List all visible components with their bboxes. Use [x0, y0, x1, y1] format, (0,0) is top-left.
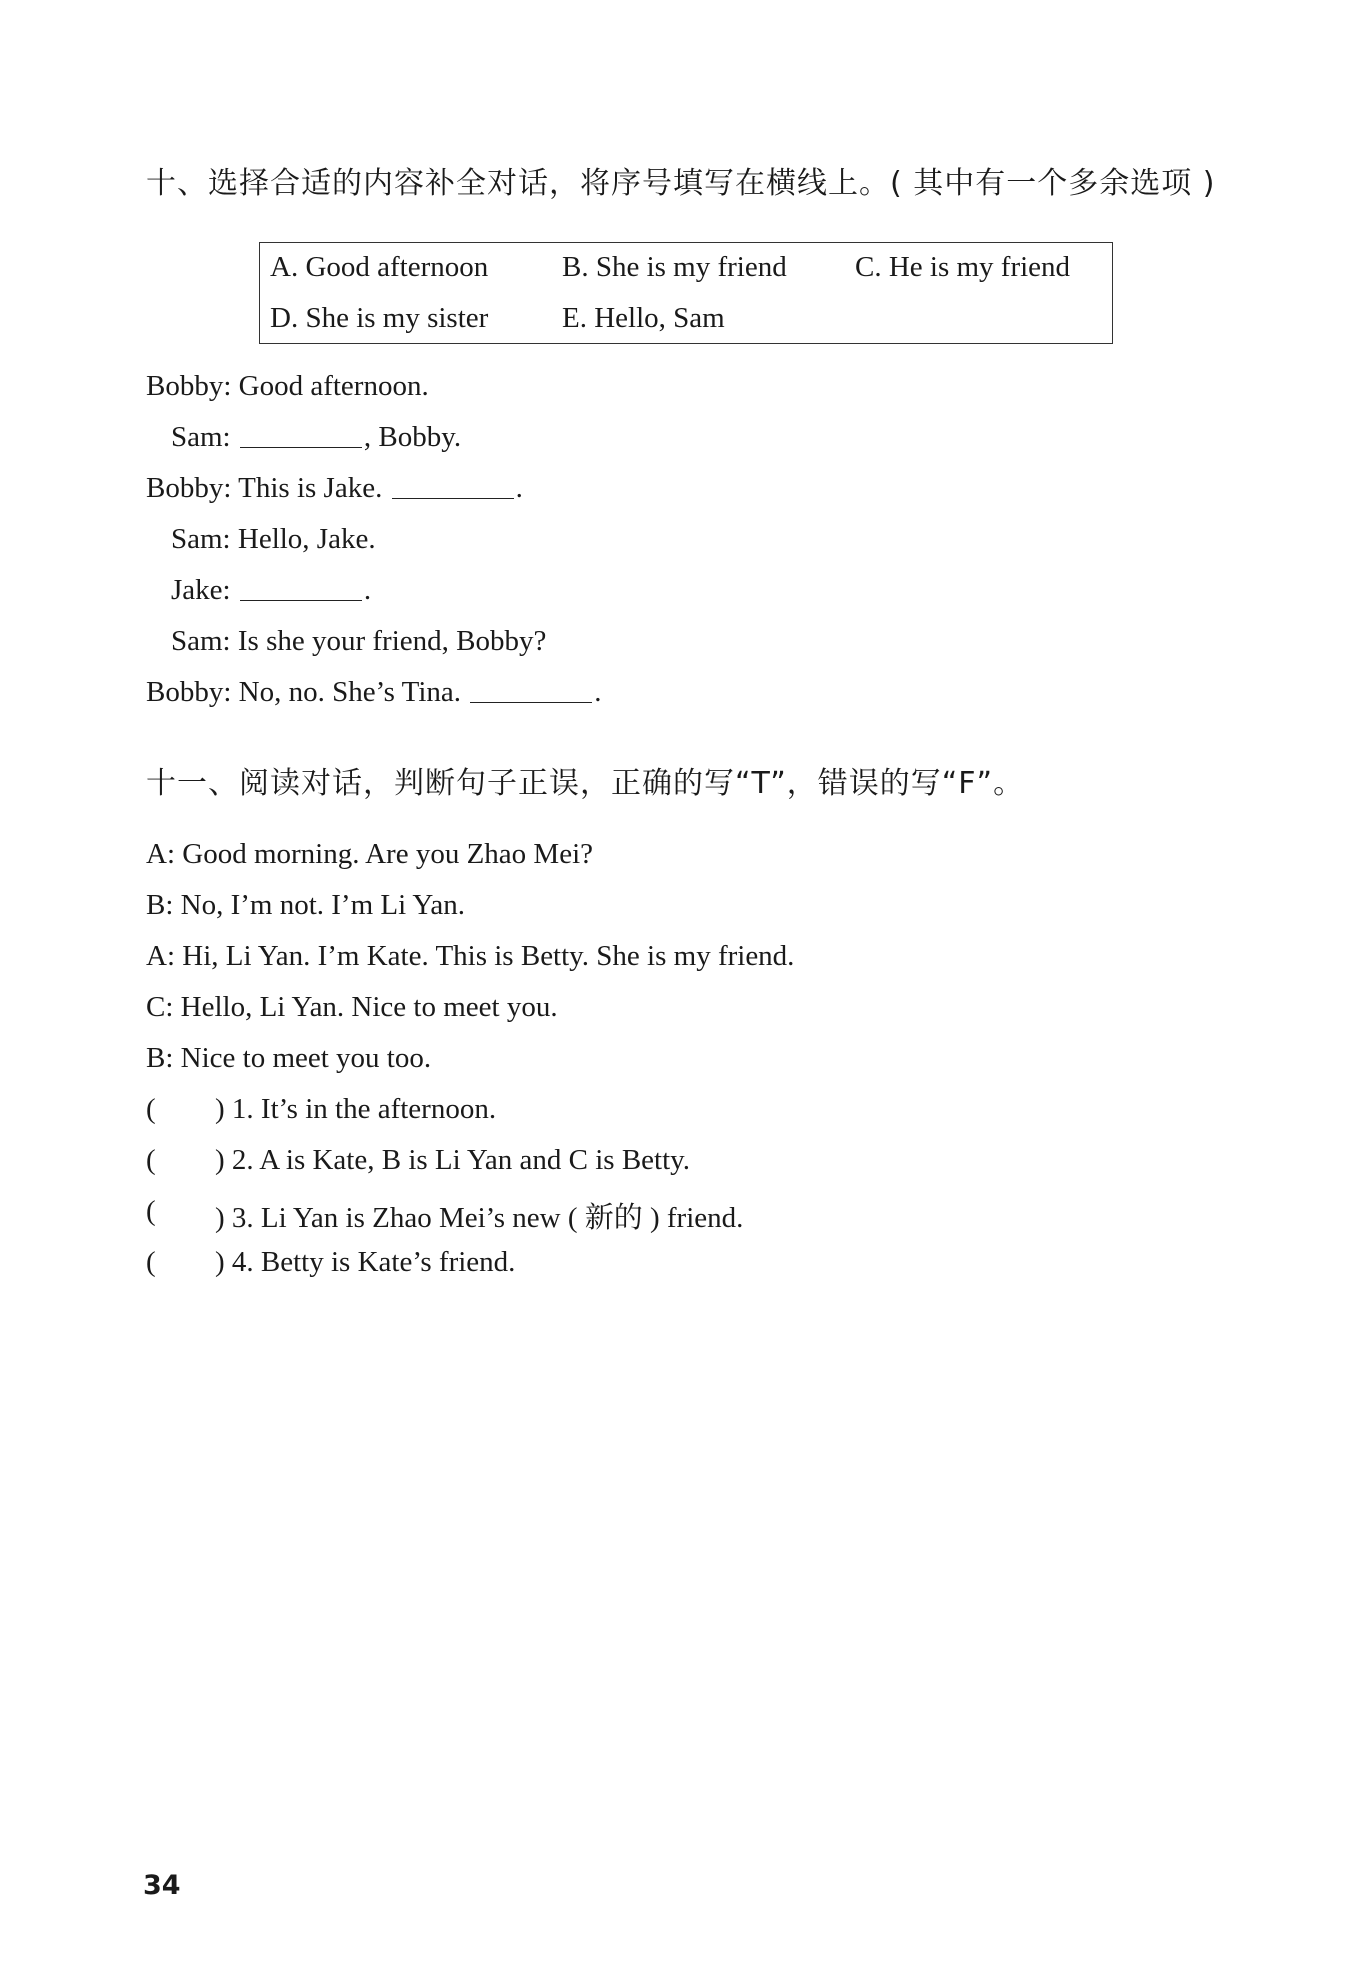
answer-paren-open[interactable]: (: [146, 1093, 156, 1125]
option-a: A. Good afternoon: [270, 251, 489, 283]
reading-line-2: B: No, I’m not. I’m Li Yan.: [146, 889, 465, 921]
speaker: Sam:: [171, 523, 231, 555]
option-b: B. She is my friend: [562, 251, 787, 283]
reading-line-1: A: Good morning. Are you Zhao Mei?: [146, 838, 594, 870]
dialogue-line-3: [146, 472, 523, 505]
dialogue-text: , Bobby.: [363, 421, 462, 453]
dialogue-text: Good afternoon.: [238, 370, 429, 402]
dialogue-text: .: [363, 574, 372, 606]
answer-blank-4[interactable]: [470, 701, 592, 703]
speaker: Bobby:: [146, 472, 232, 504]
option-e: E. Hello, Sam: [562, 302, 725, 334]
answer-blank-2[interactable]: [392, 497, 514, 499]
reading-line-3: A: Hi, Li Yan. I’m Kate. This is Betty. She is my friend.: [146, 940, 795, 972]
speaker: Bobby:: [146, 676, 232, 708]
speaker: Sam:: [171, 625, 231, 657]
dialogue-text: No, no. She’s Tina.: [238, 676, 462, 708]
statement-text: ) 2. A is Kate, B is Li Yan and C is Betty.: [215, 1144, 691, 1176]
options-box: [259, 242, 1113, 344]
section-11-heading: 十一、阅读对话，判断句子正误，正确的写“T”，错误的写“F”。: [146, 766, 1025, 801]
answer-paren-open[interactable]: (: [146, 1195, 156, 1227]
section-10-heading: 十、选择合适的内容补全对话，将序号填写在横线上。( 其中有一个多余选项 ): [146, 166, 1216, 201]
answer-paren-open[interactable]: (: [146, 1246, 156, 1278]
dialogue-text: .: [515, 472, 523, 504]
option-d: D. She is my sister: [270, 302, 489, 334]
speaker: Bobby:: [146, 370, 232, 402]
answer-blank-1[interactable]: [240, 446, 362, 448]
answer-blank-3[interactable]: [240, 599, 362, 601]
statement-text: ) 3. Li Yan is Zhao Mei’s new ( 新的 ) friend.: [215, 1202, 744, 1234]
answer-paren-open[interactable]: (: [146, 1144, 156, 1176]
dialogue-text: This is Jake.: [238, 472, 383, 504]
dialogue-text: Hello, Jake.: [237, 523, 376, 555]
reading-line-5: B: Nice to meet you too.: [146, 1042, 432, 1074]
speaker: Sam:: [171, 421, 231, 453]
option-c: C. He is my friend: [855, 251, 1071, 283]
dialogue-line-5: [171, 574, 371, 607]
statement-text: ) 4. Betty is Kate’s friend.: [215, 1246, 516, 1278]
dialogue-line-4: [171, 523, 376, 556]
statement-text: ) 1. It’s in the afternoon.: [215, 1093, 497, 1125]
dialogue-line-7: [146, 676, 602, 709]
speaker: Jake:: [171, 574, 231, 606]
dialogue-line-2: [171, 421, 461, 454]
dialogue-line-6: [171, 625, 546, 658]
page-number: 34: [143, 1870, 181, 1901]
dialogue-text: Is she your friend, Bobby?: [237, 625, 547, 657]
dialogue-text: .: [594, 676, 602, 708]
dialogue-line-1: [146, 370, 429, 403]
reading-line-4: C: Hello, Li Yan. Nice to meet you.: [146, 991, 558, 1023]
